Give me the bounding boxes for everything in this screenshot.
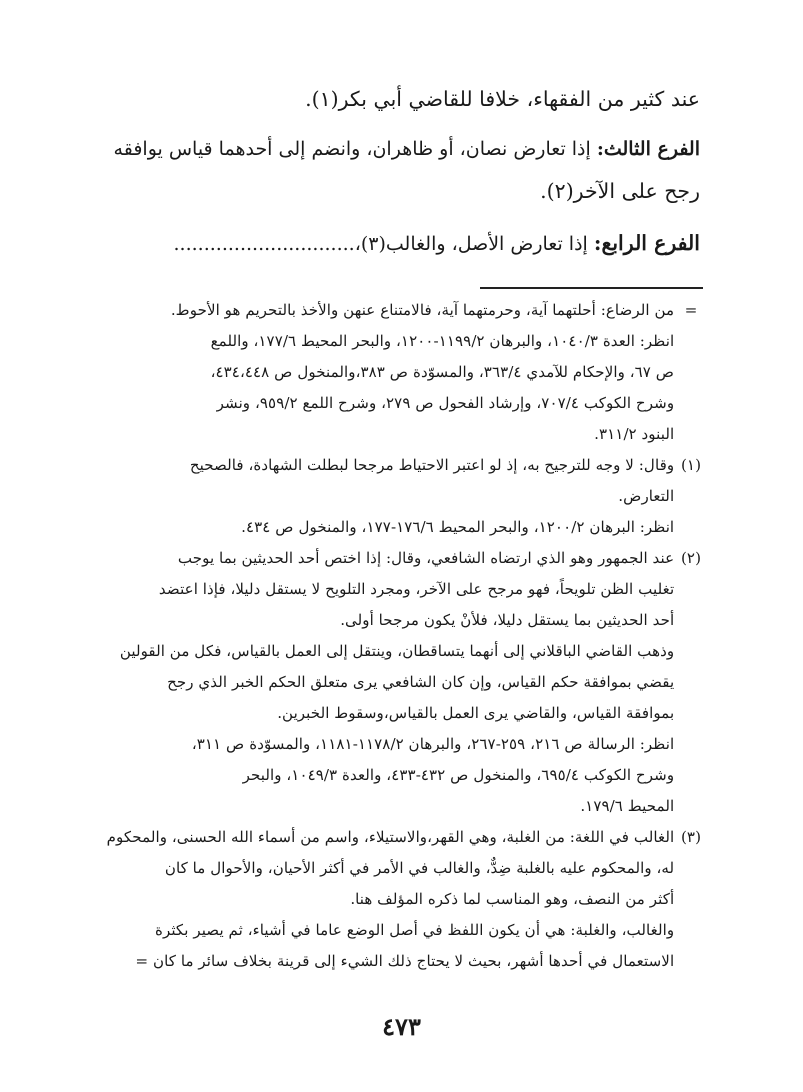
footnote-text: وذهب القاضي الباقلاني إلى أنهما يتساقطان، وينتقل إلى العمل بالقياس، فكل من القولين (119, 642, 675, 660)
footnote-line (105, 822, 703, 853)
footnote-line (105, 946, 703, 977)
footnote-text: يقضي بموافقة حكم القياس، وإن كان الشافعي يرى متعلق الحكم الخبر الذي رجح (167, 673, 675, 691)
footnote-text: من الرضاع: أحلتهما آية، وحرمتهما آية، فالامتناع عنهن والأخذ بالتحريم هو الأحوط. (170, 301, 675, 319)
footnote-separator (480, 287, 703, 289)
footnote-line (105, 915, 703, 946)
footnote-line (105, 605, 703, 636)
footnote-text: انظر: الرسالة ص ٢١٦، ٢٥٩-٢٦٧، والبرهان ١١٧٨/٢-١١٨١، والمسوّدة ص ٣١١، (191, 735, 675, 753)
footnote-text: الغالب في اللغة: من الغلبة، وهي القهر،والاستيلاء، واسم من أسماء الله الحسنى، والمحكوم (106, 828, 675, 846)
footnote-text: وشرح الكوكب ٧٠٧/٤، وإرشاد الفحول ص ٢٧٩، وشرح اللمع ٩٥٩/٢، ونشر (216, 394, 675, 412)
footnote-line (105, 574, 703, 605)
main-text-line-1 (110, 80, 700, 118)
page-number: ٤٧٣ (382, 1012, 421, 1041)
footnote-line (105, 884, 703, 915)
main-text-line-2 (110, 130, 700, 168)
footnote-text: التعارض. (618, 487, 675, 505)
footnote-line (105, 512, 725, 543)
footnote-line (105, 388, 703, 419)
footnote-line (105, 481, 703, 512)
footnote-text: له، والمحكوم عليه بالغلبة ضِدٌّ، والغالب في الأمر في أكثر الأحيان، والأحوال ما كان (164, 859, 675, 877)
footnote-line (105, 636, 703, 667)
footnote-marker: = (684, 301, 698, 319)
footnote-text: تغليب الظن تلويحاً، فهو مرجح على الآخر، ومجرد التلويح لا يستقل دليلا، فإذا اعتضد (158, 580, 675, 598)
footnote-marker: (١) (680, 456, 702, 474)
section-heading: الفرع الرابع: (593, 231, 700, 255)
footnote-text: أكثر من النصف، وهو المناسب لما ذكره المؤلف هنا. (350, 890, 675, 908)
main-line-text: إذا تعارض الأصل، والغالب(٣)،.............................. (173, 233, 594, 255)
footnote-line (105, 295, 703, 326)
footnote-text: بموافقة القياس، والقاضي يرى العمل بالقياس،وسقوط الخبرين. (277, 704, 675, 722)
footnote-text: البنود ٣١١/٢. (594, 425, 675, 443)
footnote-text: انظر: العدة ١٠٤٠/٣، والبرهان ١١٩٩/٢-١٢٠٠، والبحر المحيط ١٧٧/٦، واللمع (210, 332, 675, 350)
footnote-text: والغالب، والغلبة: هي أن يكون اللفظ في أصل الوضع عاما في أشياء، ثم يصير بكثرة (154, 921, 675, 939)
footnote-line (105, 543, 703, 574)
footnote-text: ص ٦٧، والإحكام للآمدي ٣٦٣/٤، والمسوّدة ص ٣٨٣،والمنخول ص ٤٣٤،٤٤٨، (210, 363, 675, 381)
footnote-line (105, 760, 703, 791)
footnote-text: الاستعمال في أحدها أشهر، بحيث لا يحتاج ذلك الشيء إلى قرينة بخلاف سائر ما كان = (135, 952, 675, 970)
main-line-text: إذا تعارض نصان، أو ظاهران، وانضم إلى أحدهما قياس يوافقه (113, 138, 597, 160)
footnote-line (105, 450, 703, 481)
footnote-line (105, 853, 703, 884)
footnote-line (105, 729, 703, 760)
footnote-line (105, 419, 703, 450)
footnote-text: عند الجمهور وهو الذي ارتضاه الشافعي، وقال: إذا اختص أحد الحديثين بما يوجب (177, 549, 675, 567)
footnote-line (105, 791, 703, 822)
footnote-marker: (٣) (680, 828, 702, 846)
footnote-line (105, 357, 703, 388)
main-line-text: رجح على الآخر(٢). (540, 179, 700, 203)
footnote-text: وقال: لا وجه للترجيح به، إذ لو اعتبر الاحتياط مرجحا لبطلت الشهادة، فالصحيح (189, 456, 675, 474)
main-text-line-3 (110, 172, 700, 210)
footnote-text: أحد الحديثين بما يستقل دليلا، فلأنْ يكون مرجحا أولى. (340, 611, 675, 629)
footnote-line (105, 326, 703, 357)
footnote-marker: (٢) (680, 549, 702, 567)
footnote-text: انظر: البرهان ١٢٠٠/٢، والبحر المحيط ١٧٦/٦-١٧٧، والمنخول ص ٤٣٤. (241, 518, 675, 536)
footnote-line (105, 667, 703, 698)
footnote-text: المحيط ١٧٩/٦. (580, 797, 675, 815)
main-text-line-4 (110, 224, 700, 263)
footnote-text: وشرح الكوكب ٦٩٥/٤، والمنخول ص ٤٣٢-٤٣٣، والعدة ١٠٤٩/٣، والبحر (242, 766, 675, 784)
main-line-text: عند كثير من الفقهاء، خلافا للقاضي أبي بكر(١). (305, 87, 700, 111)
footnote-line (105, 698, 703, 729)
section-heading: الفرع الثالث: (596, 138, 700, 160)
